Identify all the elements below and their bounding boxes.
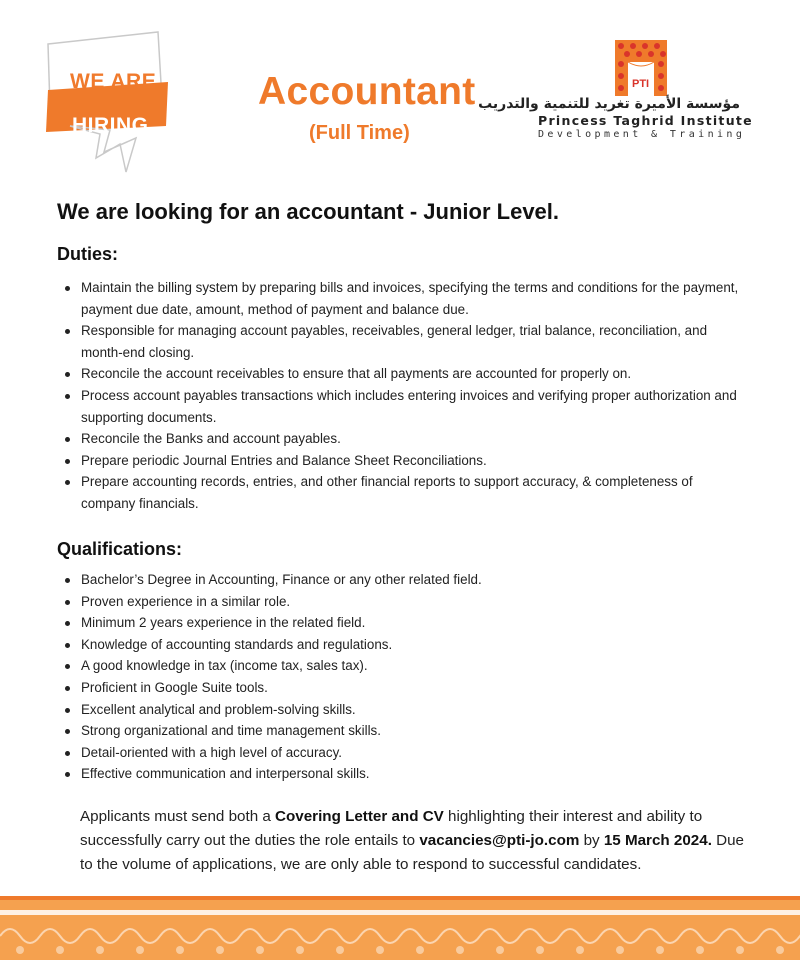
duties-list [60,277,750,515]
pti-mark-text: PTI [632,78,650,90]
duty-item: Reconcile the Banks and account payables. [60,428,750,450]
duty-item: Process account payables transactions which includes entering invoices and verifying proper authorization and supporting documents. [60,385,750,428]
qualifications-title: Qualifications: [57,539,183,559]
job-title: Accountant [258,70,476,113]
apply-text-3: by [579,832,604,849]
logo-english-name: Princess Taghrid Institute [538,113,753,128]
qualification-item: Effective communication and interpersonal skills. [60,763,750,785]
job-type: (Full Time) [309,122,410,144]
application-instructions [80,805,760,877]
apply-deadline: 15 March 2024. [603,832,712,849]
pti-logo [478,38,756,148]
duty-item: Prepare accounting records, entries, and other financial reports to support accuracy, & completeness of company financials. [60,471,750,514]
apply-text-4: Due to the volume of applications, we are only able to respond to successful candidates. [80,832,745,873]
qualification-item: Proven experience in a similar role. [60,591,750,613]
duty-item: Reconcile the account receivables to ensure that all payments are accounted for properly on. [60,363,750,385]
apply-text-2: highlighting their interest and ability to successfully carry out the duties the role entails to [80,808,703,849]
duty-item: Maintain the billing system by preparing bills and invoices, specifying the terms and conditions for the payment, payment due date, amount, method of payment and balance due. [60,277,750,320]
apply-required-docs: Covering Letter and CV [275,808,444,825]
qualification-item: Strong organizational and time management skills. [60,720,750,742]
qualifications-list [60,569,750,785]
qualification-item: Minimum 2 years experience in the related field. [60,612,750,634]
duties-title: Duties: [57,244,119,264]
main-heading: We are looking for an accountant - Junior Level. [57,199,560,224]
hiring-tag-line-1: WE ARE [70,70,157,93]
we-are-hiring-badge [40,26,180,176]
qualification-item: A good knowledge in tax (income tax, sales tax). [60,655,750,677]
footer-pattern-band [0,896,800,960]
logo-arabic-name: مؤسسة الأميرة تغريد للتنمية والتدريب [478,96,740,112]
apply-text-1: Applicants must send both a [80,808,276,825]
footer-ornament-pattern [0,896,800,960]
qualification-item: Knowledge of accounting standards and regulations. [60,634,750,656]
logo-english-tagline: Development & Training [538,129,746,140]
duty-item: Responsible for managing account payables, receivables, general ledger, trial balance, reconciliation, and month-end closing. [60,320,750,363]
qualification-item: Bachelor’s Degree in Accounting, Finance or any other related field. [60,569,750,591]
apply-email-link[interactable]: vacancies@pti-jo.com [419,832,580,849]
qualification-item: Proficient in Google Suite tools. [60,677,750,699]
qualification-item: Detail-oriented with a high level of accuracy. [60,742,750,764]
duty-item: Prepare periodic Journal Entries and Balance Sheet Reconciliations. [60,450,750,472]
hiring-tag-line-2: HIRING [72,114,149,137]
hiring-tag-graphic [40,26,180,176]
qualification-item: Excellent analytical and problem-solving skills. [60,699,750,721]
